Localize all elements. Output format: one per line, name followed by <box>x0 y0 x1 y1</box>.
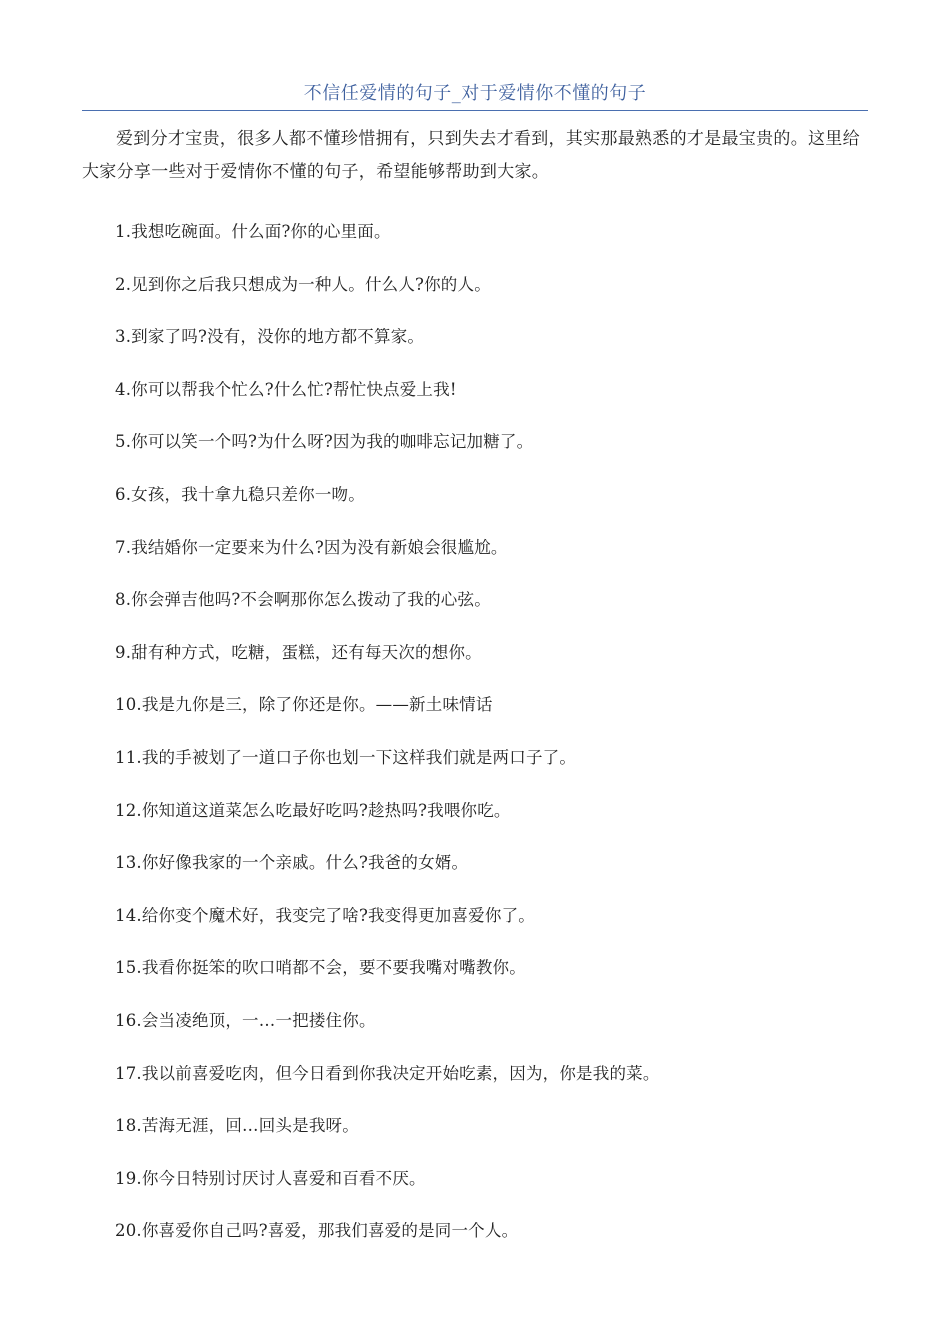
list-item: 13.你好像我家的一个亲戚。什么?我爸的女婿。 <box>115 853 469 873</box>
sentence-list <box>115 219 868 1271</box>
list-item: 10.我是九你是三，除了你还是你。——新土味情话 <box>115 695 493 715</box>
list-item: 17.我以前喜爱吃肉，但今日看到你我决定开始吃素，因为，你是我的菜。 <box>115 1063 660 1083</box>
list-item: 20.你喜爱你自己吗?喜爱，那我们喜爱的是同一个人。 <box>115 1221 519 1241</box>
list-item: 19.你今日特别讨厌讨人喜爱和百看不厌。 <box>115 1168 426 1188</box>
intro-paragraph: 爱到分才宝贵，很多人都不懂珍惜拥有，只到失去才看到，其实那最熟悉的才是最宝贵的。这里给大家分享一些对于爱情你不懂的句子，希望能够帮助到大家。 <box>82 129 860 182</box>
list-item: 5.你可以笑一个吗?为什么呀?因为我的咖啡忘记加糖了。 <box>115 432 534 452</box>
list-item: 3.到家了吗?没有，没你的地方都不算家。 <box>115 327 425 347</box>
list-item: 2.见到你之后我只想成为一种人。什么人?你的人。 <box>115 274 491 294</box>
list-item: 15.我看你挺笨的吹口哨都不会，要不要我嘴对嘴教你。 <box>115 958 526 978</box>
list-item: 6.女孩，我十拿九稳只差你一吻。 <box>115 484 365 504</box>
page-title: 不信任爱情的句子_对于爱情你不懂的句子 <box>303 83 647 104</box>
list-item: 8.你会弹吉他吗?不会啊那你怎么拨动了我的心弦。 <box>115 590 491 610</box>
list-item: 12.你知道这道菜怎么吃最好吃吗?趁热吗?我喂你吃。 <box>115 800 511 820</box>
list-item: 16.会当凌绝顶，一…一把搂住你。 <box>115 1010 376 1030</box>
list-item: 18.苦海无涯，回…回头是我呀。 <box>115 1116 359 1136</box>
list-item: 4.你可以帮我个忙么?什么忙?帮忙快点爱上我! <box>115 379 457 399</box>
list-item: 1.我想吃碗面。什么面?你的心里面。 <box>115 222 391 241</box>
list-item: 9.甜有种方式，吃糖，蛋糕，还有每天次的想你。 <box>115 642 482 662</box>
list-item: 7.我结婚你一定要来为什么?因为没有新娘会很尴尬。 <box>115 537 508 557</box>
list-item: 14.给你变个魔术好，我变完了啥?我变得更加喜爱你了。 <box>115 905 535 925</box>
page-header <box>82 80 868 111</box>
list-item: 11.我的手被划了一道口子你也划一下这样我们就是两口子了。 <box>115 747 577 767</box>
